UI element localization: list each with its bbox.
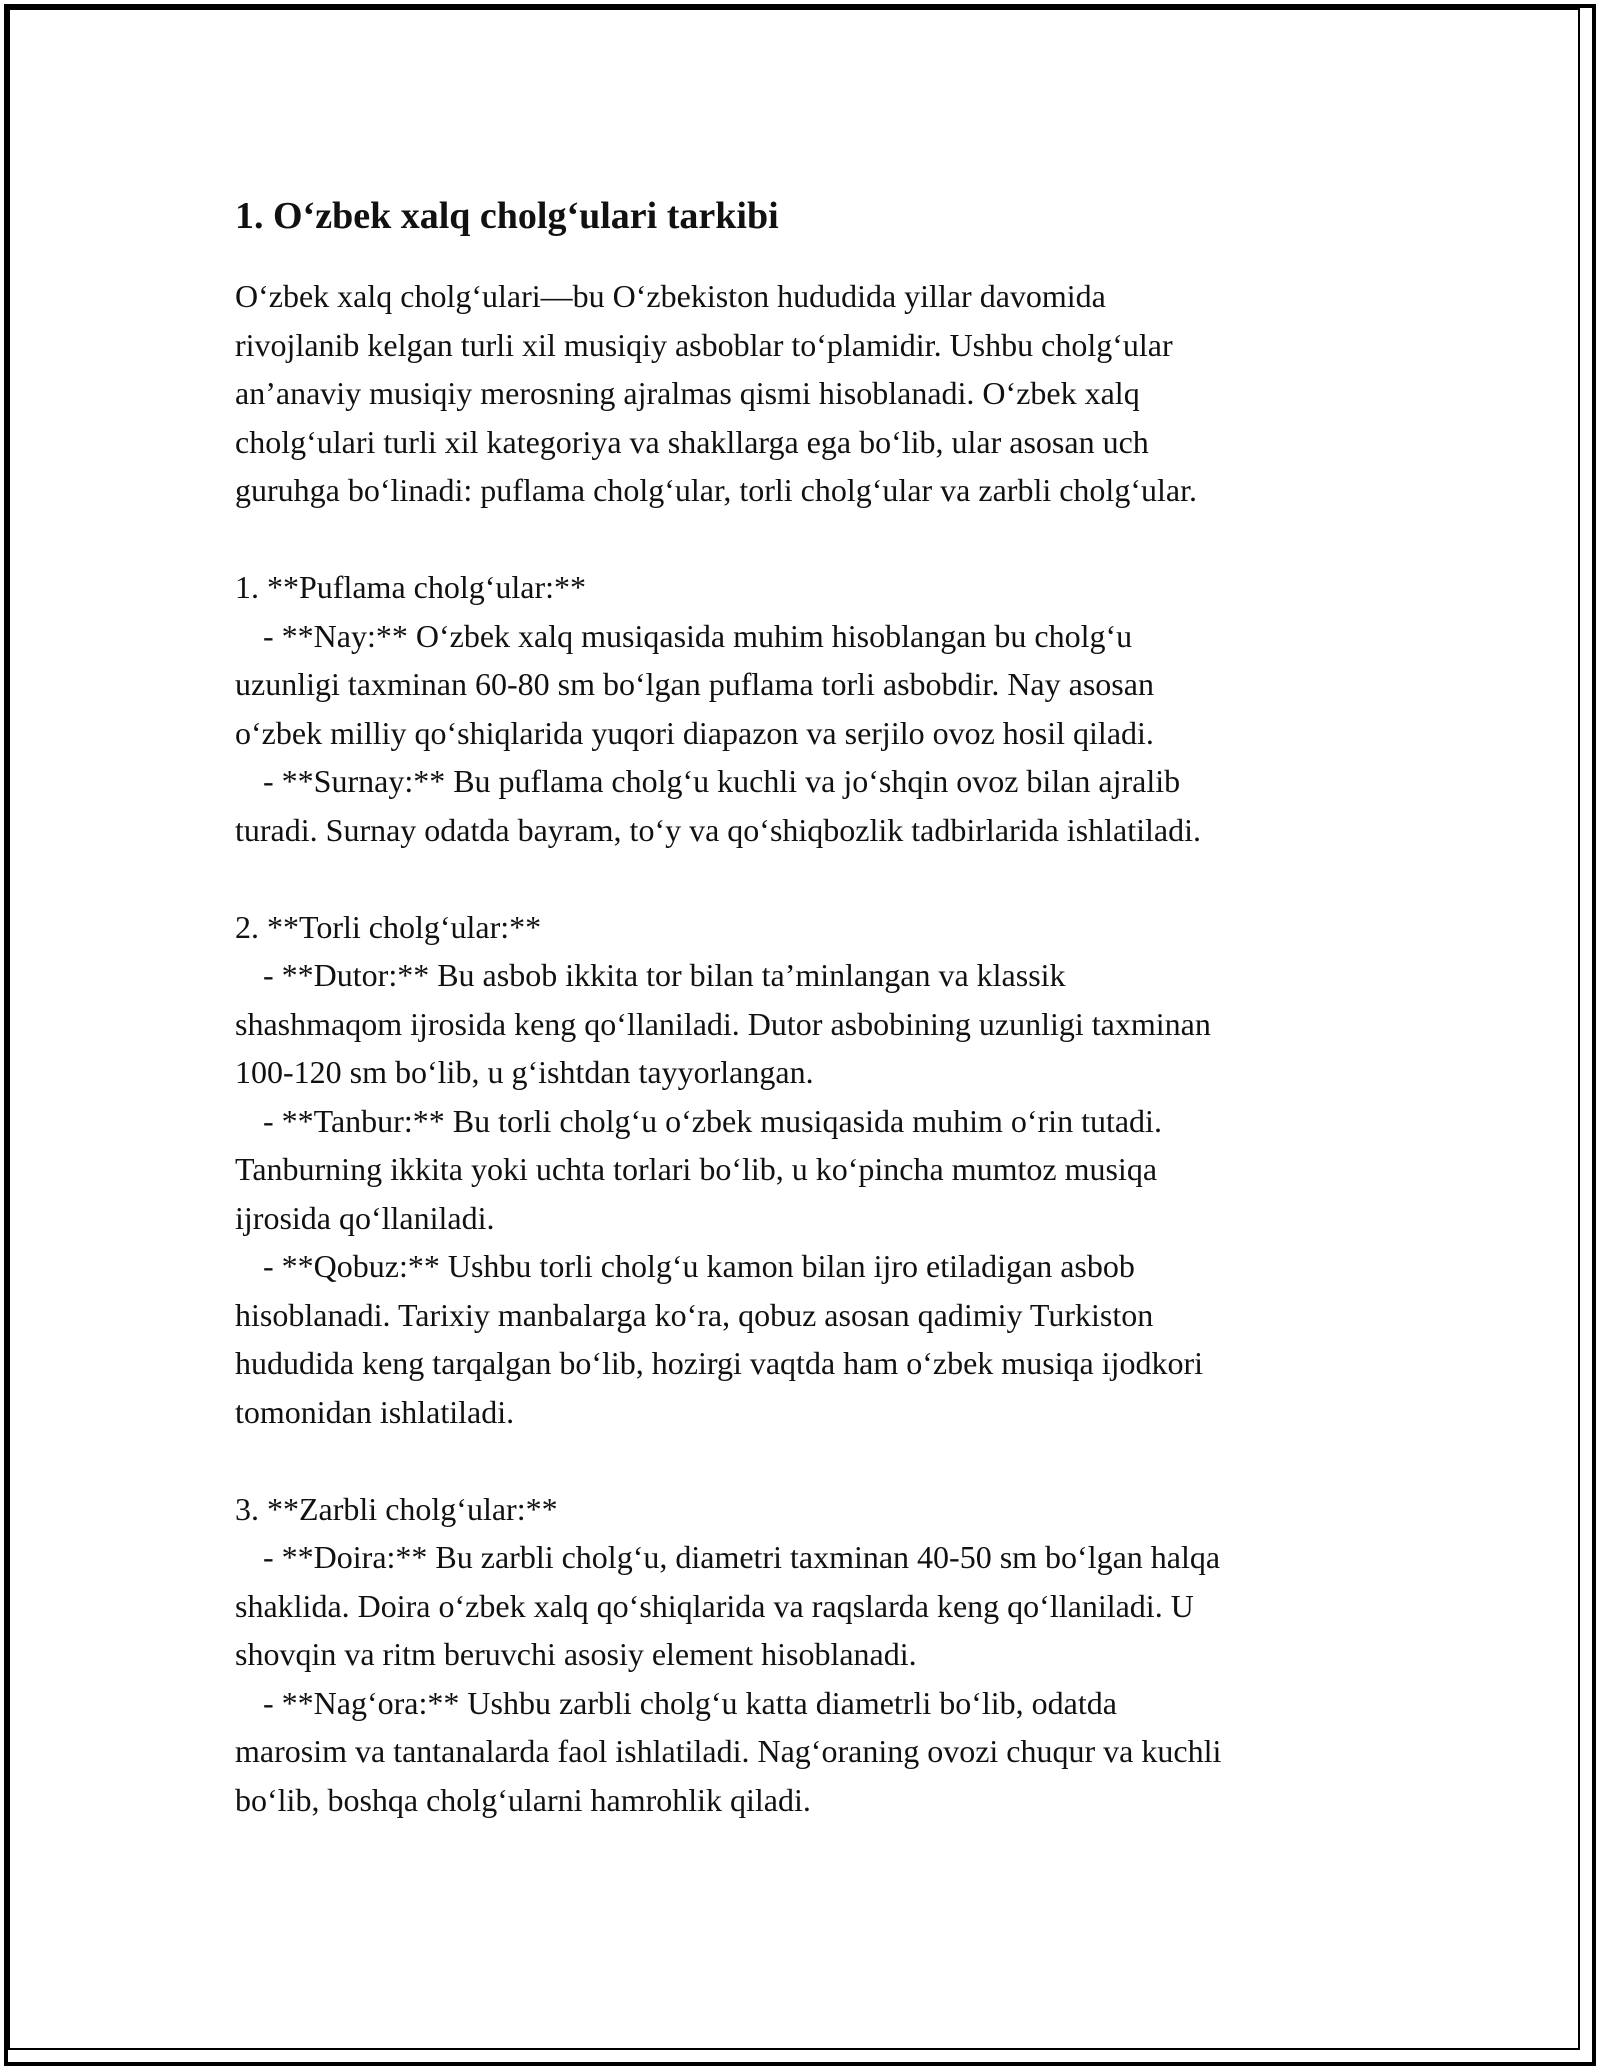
item-doira-line: shaklida. Doira o‘zbek xalq qo‘shiqlarida va raqslarda keng qo‘llaniladi. U — [235, 1587, 1194, 1624]
item-dutor-line: 100-120 sm bo‘lib, u g‘ishtdan tayyorlangan. — [235, 1054, 814, 1090]
item-dutor-line: shashmaqom ijrosida keng qo‘llaniladi. Dutor asbobining uzunligi taxminan — [235, 1005, 1211, 1042]
item-qobuz-line: tomonidan ishlatiladi. — [235, 1393, 515, 1430]
item-nay-first: - **Nay:** O‘zbek xalq musiqasida muhim hisoblangan bu cholg‘u — [263, 617, 1133, 654]
spacer — [235, 515, 1375, 564]
item-tanbur-line: Tanburning ikkita yoki uchta torlari bo‘lib, u ko‘pincha mumtoz musiqa — [235, 1151, 1158, 1187]
section-heading: 3. **Zarbli cholg‘ular:** — [235, 1490, 558, 1527]
intro-line: cholg‘ulari turli xil kategoriya va shakllarga ega bo‘lib, ular asosan uch — [235, 423, 1149, 460]
item-doira-line: shovqin va ritm beruvchi asosiy element hisoblanadi. — [235, 1636, 917, 1672]
intro-line: guruhga bo‘linadi: puflama cholg‘ular, torli cholg‘ular va zarbli cholg‘ular. — [235, 472, 1197, 508]
spacer — [235, 1436, 1375, 1485]
intro-line: O‘zbek xalq cholg‘ulari—bu O‘zbekiston hududida yillar davomida — [235, 278, 1106, 314]
item-dutor-first: - **Dutor:** Bu asbob ikkita tor bilan ta’minlangan va klassik — [263, 957, 1066, 993]
item-tanbur-first: - **Tanbur:** Bu torli cholg‘u o‘zbek musiqasida muhim o‘rin tutadi. — [263, 1102, 1162, 1139]
document-body — [235, 190, 1375, 1824]
section-puflama — [235, 563, 1375, 854]
item-surnay-first: - **Surnay:** Bu puflama cholg‘u kuchli va jo‘shqin ovoz bilan ajralib — [263, 763, 1181, 799]
item-nay-line: uzunligi taxminan 60-80 sm bo‘lgan puflama torli asbobdir. Nay asosan — [235, 666, 1154, 702]
item-qobuz-line: hududida keng tarqalgan bo‘lib, hozirgi vaqtda ham o‘zbek musiqa ijodkori — [235, 1345, 1204, 1381]
section-torli — [235, 903, 1375, 1437]
spacer — [235, 854, 1375, 903]
item-doira-first: - **Doira:** Bu zarbli cholg‘u, diametri taxminan 40-50 sm bo‘lgan halqa — [263, 1539, 1221, 1575]
section-heading: 1. **Puflama cholg‘ular:** — [235, 569, 587, 605]
item-surnay-line: turadi. Surnay odatda bayram, to‘y va qo‘shiqbozlik tadbirlarida ishlatiladi. — [235, 811, 1201, 848]
item-qobuz-line: hisoblanadi. Tarixiy manbalarga ko‘ra, qobuz asosan qadimiy Turkiston — [235, 1296, 1154, 1333]
section-heading: 2. **Torli cholg‘ular:** — [235, 908, 542, 945]
item-nagora-first: - **Nag‘ora:** Ushbu zarbli cholg‘u katta diametrli bo‘lib, odatda — [263, 1684, 1117, 1721]
intro-paragraph — [235, 272, 1375, 515]
intro-line: rivojlanib kelgan turli xil musiqiy asboblar to‘plamidir. Ushbu cholg‘ular — [235, 326, 1173, 363]
section-zarbli — [235, 1485, 1375, 1825]
item-nagora-line: marosim va tantanalarda faol ishlatiladi. Nag‘oraning ovozi chuqur va kuchli — [235, 1733, 1222, 1769]
intro-line: an’anaviy musiqiy merosning ajralmas qismi hisoblanadi. O‘zbek xalq — [235, 375, 1140, 411]
item-qobuz-first: - **Qobuz:** Ushbu torli cholg‘u kamon bilan ijro etiladigan asbob — [263, 1248, 1135, 1284]
item-tanbur-line: ijrosida qo‘llaniladi. — [235, 1199, 495, 1236]
document-title: 1. O‘zbek xalq cholg‘ulari tarkibi — [235, 195, 779, 237]
item-nay-line: o‘zbek milliy qo‘shiqlarida yuqori diapazon va serjilo ovoz hosil qiladi. — [235, 714, 1154, 751]
item-nagora-line: bo‘lib, boshqa cholg‘ularni hamrohlik qiladi. — [235, 1781, 811, 1818]
